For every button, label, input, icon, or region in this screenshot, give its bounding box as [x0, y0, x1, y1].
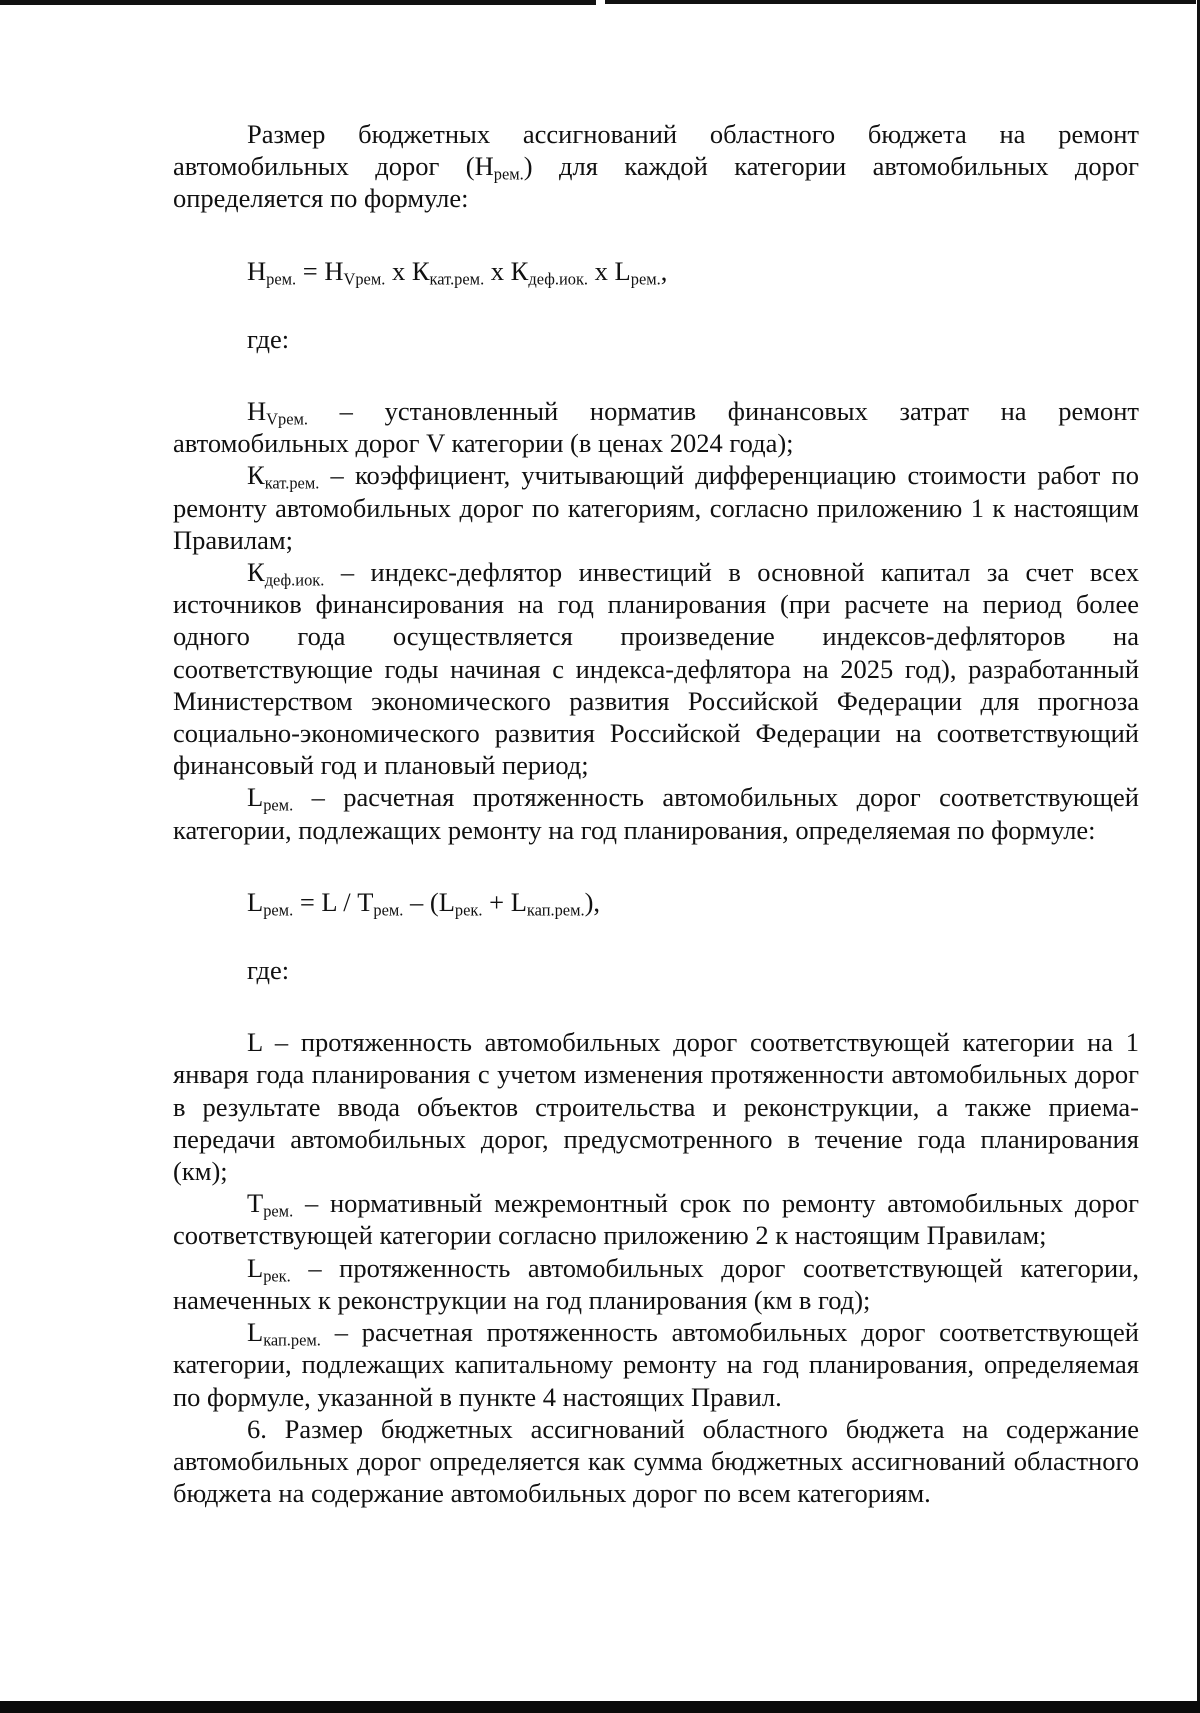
- scan-border-bottom: [0, 1701, 1200, 1713]
- where-label-2: где:: [247, 955, 290, 986]
- scan-border-top-right: [605, 0, 1196, 4]
- formula-repair-budget: $Н_{рем.} = Н_{Vрем.}$ х $К_{кат.рем.}$ х $К_{деф.иок.}$ х $L_{рем.}$,: [247, 255, 668, 289]
- formula-repair-length: $L_{рем.} = L / Т_{рем.} - (L_{рек.} + L_{кап.рем.})$,: [247, 886, 601, 920]
- definition-l-rek: $L_{рек.}$ – протяженность автомобильных дорог соответствующей категории, намеченных к реконструкции на год планирования (км в год);: [173, 1252, 1139, 1315]
- definition-l: L – протяженность автомобильных дорог соответствующей категории на 1 января года планирования с учетом изменения протяженности автомобильных дорог в результате ввода объектов строительства и реконструкции, а также приема-передачи автомобильных дорог, предусмотренного в течение года планирования (км);: [173, 1027, 1139, 1187]
- scan-border-top-left: [0, 0, 596, 5]
- item-6-paragraph: 6. Размер бюджетных ассигнований областного бюджета на содержание автомобильных дорог определяется как сумма бюджетных ассигнований областного бюджета на содержание автомобильных дорог по всем категориям.: [173, 1413, 1139, 1509]
- definition-l-kap-rem: $L_{кап.рем.}$ – расчетная протяженность автомобильных дорог соответствующей категории, подлежащих капитальному ремонту на год планирования, определяемая по формуле, указанной в пункте 4 настоящих Правил.: [173, 1317, 1139, 1412]
- where-label-1: где:: [247, 323, 290, 354]
- definition-t-rem: $Т_{рем.}$ – нормативный межремонтный срок по ремонту автомобильных дорог соответствующей категории согласно приложению 2 к настоящим Правилам;: [173, 1188, 1139, 1251]
- definition-k-def-iok: $К_{деф.иок.}$ – индекс-дефлятор инвестиций в основной капитал за счет всех источников финансирования на год планирования (при расчете на период более одного года осуществляется произведение индексов-дефляторов на соответствующие годы начиная с индекса-дефлятора на 2025 год), разработанный Министерством экономического развития Российской Федерации для прогноза социально-экономического развития Российской Федерации на соответствующий финансовый год и плановый период;: [173, 557, 1139, 781]
- definition-l-rem: $L_{рем.}$ – расчетная протяженность автомобильных дорог соответствующей категории, подлежащих ремонту на год планирования, определяемая по формуле:: [173, 782, 1139, 845]
- definition-k-kat-rem: $К_{кат.рем.}$ – коэффициент, учитывающий дифференциацию стоимости работ по ремонту автомобильных дорог по категориям, согласно приложению 1 к настоящим Правилам;: [173, 460, 1139, 555]
- definition-n-v-rem: $Н_{Vрем.}$ – установленный норматив финансовых затрат на ремонт автомобильных дорог V категории (в ценах 2024 года);: [173, 396, 1139, 459]
- intro-paragraph: Размер бюджетных ассигнований областного бюджета на ремонт автомобильных дорог $(Н_{рем.})$ для каждой категории автомобильных дорог определяется по формуле:: [173, 119, 1139, 214]
- document-page: [173, 118, 1139, 1509]
